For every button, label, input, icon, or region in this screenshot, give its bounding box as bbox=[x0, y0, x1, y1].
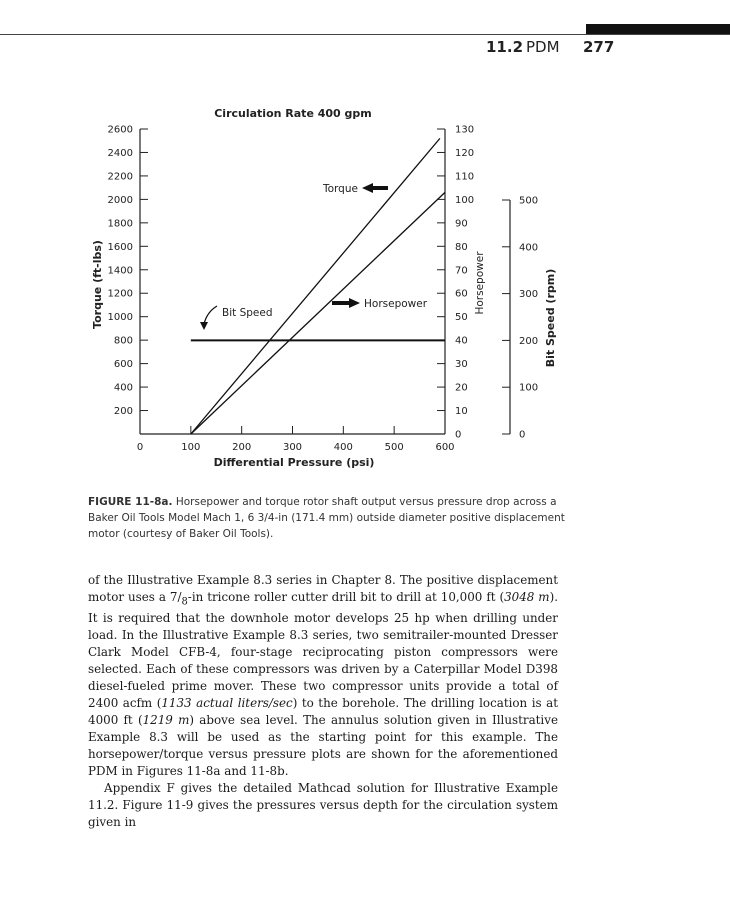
y-tick-label-torque: 2000 bbox=[107, 194, 133, 206]
y-tick-label-horsepower: 0 bbox=[455, 429, 462, 441]
page-number: 277 bbox=[583, 38, 615, 56]
arrow-horsepower bbox=[332, 298, 360, 308]
y-tick-label-horsepower: 50 bbox=[455, 312, 468, 324]
annotation-horsepower: Horsepower bbox=[364, 298, 428, 310]
y-tick-label-torque: 1400 bbox=[107, 265, 133, 277]
y-tick-label-bit-speed: 100 bbox=[519, 382, 539, 394]
y-tick-label-horsepower: 130 bbox=[455, 124, 475, 136]
p1-text-d: ) to the borehole. The drilling location is at 4000 ft ( bbox=[88, 696, 558, 728]
x-tick-label: 200 bbox=[232, 442, 252, 453]
y-axis-label-horsepower: Horsepower bbox=[474, 251, 486, 315]
y-tick-label-horsepower: 20 bbox=[455, 382, 468, 394]
header-rule bbox=[0, 34, 730, 35]
annotation-bit-speed: Bit Speed bbox=[222, 307, 273, 319]
x-tick-label: 0 bbox=[136, 442, 144, 453]
x-tick-label: 500 bbox=[384, 442, 404, 453]
p1-text-b: -in tricone roller cutter drill bit to drill at 10,000 ft ( bbox=[187, 590, 505, 604]
y-tick-label-horsepower: 40 bbox=[455, 335, 468, 347]
y-tick-label-torque: 2600 bbox=[107, 124, 133, 136]
p1-metric-1: 3048 m bbox=[504, 590, 550, 604]
series-line-torque bbox=[191, 138, 440, 434]
p1-metric-2: 1133 actual liters/sec bbox=[161, 696, 293, 711]
y-tick-label-torque: 600 bbox=[113, 359, 133, 371]
y-tick-label-torque: 1200 bbox=[107, 288, 133, 300]
chart-title: Circulation Rate 400 gpm bbox=[214, 107, 372, 120]
caption-label: FIGURE 11-8a. bbox=[88, 496, 173, 508]
y-tick-label-horsepower: 80 bbox=[455, 241, 468, 253]
y-tick-label-torque: 1800 bbox=[107, 218, 133, 230]
paragraph-2: Appendix F gives the detailed Mathcad solution for Illustrative Example 11.2. Figure 11-9 gives the pressures versus depth for the circulation system given in bbox=[88, 781, 558, 830]
caption-text: Horsepower and torque rotor shaft output versus pressure drop across a Baker Oil Tools Model Mach 1, 6 3/4-in (171.4 mm) outside diameter positive displacement motor (courtesy of Baker Oil Tools). bbox=[88, 496, 565, 540]
y-tick-label-torque: 2200 bbox=[107, 171, 133, 183]
x-axis-label: Differential Pressure (psi) bbox=[213, 456, 375, 469]
y-tick-label-bit-speed: 500 bbox=[519, 195, 539, 207]
chart bbox=[70, 100, 590, 480]
y-tick-label-bit-speed: 300 bbox=[519, 289, 539, 301]
figure-caption bbox=[88, 494, 568, 542]
arrow-torque bbox=[362, 183, 388, 193]
section-number: 11.2 bbox=[486, 38, 524, 56]
p1-metric-3: 1219 m bbox=[142, 713, 190, 728]
x-tick-label: 600 bbox=[435, 442, 455, 453]
arrow-bit-speed-shaft bbox=[204, 306, 217, 324]
p1-text-e: ) above sea level. The annulus solution given in Illustrative Example 8.3 will be used as the starting point for this example. The horsepower/torque versus pressure plots are shown for the aforementioned PDM in Figures 11-8a and 11-8b. bbox=[88, 713, 558, 779]
y-tick-label-torque: 1000 bbox=[107, 312, 133, 324]
y-tick-label-bit-speed: 0 bbox=[519, 429, 526, 441]
y-axis-label-bit-speed: Bit Speed (rpm) bbox=[544, 268, 557, 368]
x-tick-label: 400 bbox=[333, 442, 353, 453]
y-tick-label-torque: 200 bbox=[113, 406, 133, 418]
x-tick-label: 300 bbox=[282, 442, 303, 453]
paragraph-1: of the Illustrative Example 8.3 series in Chapter 8. The positive displacement motor uses a $7/_8-in$ tricone roller cutter drill bit to drill at 10,000 ft (3048 m). It is required that the downhole motor develops 25 hp when drilling under load. In the Illustrative Example 8.3 series, two semitrailer-mounted Dresser Clark Model CFB-4, four-stage reciprocating piston compressors were selected. Each of these compressors was driven by a Caterpillar Model D398 diesel-fueled prime mover. These two compressor units provide a total of 2400 acfm (1133 actual liters/sec) to the borehole. The drilling location is at 4000 ft (1219 m) above sea level. The annulus solution given in Illustrative Example 8.3 will be used as the starting point for this example. The horsepower/torque versus pressure plots are shown for the aforementioned PDM in Figures 11-8a and 11-8b. bbox=[88, 573, 559, 779]
y-tick-label-horsepower: 10 bbox=[455, 406, 468, 418]
y-tick-label-horsepower: 30 bbox=[455, 359, 468, 371]
y-tick-label-torque: 1600 bbox=[107, 241, 133, 253]
y-tick-label-horsepower: 90 bbox=[455, 218, 468, 230]
p1-text-c: ). It is required that the downhole motor develops 25 hp when drilling under load. In the Illustrative Example 8.3 series, two semitrailer-mounted Dresser Clark Model CFB-4, four-stage reciprocating piston compressors were selected. Each of these compressors was driven by a Caterpillar Model D398 diesel-fueled prime mover. These two compressor units provide a total of 2400 acfm ( bbox=[88, 590, 559, 711]
y-tick-label-horsepower: 120 bbox=[455, 147, 475, 159]
y-tick-label-bit-speed: 200 bbox=[519, 335, 539, 347]
arrow-bit-speed-head bbox=[200, 322, 208, 330]
section-title: PDM bbox=[526, 38, 560, 56]
y-axis-label-torque: Torque (ft-lbs) bbox=[91, 240, 104, 329]
y-tick-label-horsepower: 70 bbox=[455, 265, 468, 277]
y-tick-label-bit-speed: 400 bbox=[519, 242, 539, 254]
y-tick-label-torque: 2400 bbox=[107, 147, 133, 159]
y-tick-label-torque: 400 bbox=[113, 382, 133, 394]
y-tick-label-horsepower: 110 bbox=[455, 171, 475, 183]
x-tick-label: 100 bbox=[181, 442, 201, 453]
p1-text-a: of the Illustrative Example 8.3 series in Chapter 8. The positive displacement motor uses a 7 bbox=[88, 573, 558, 604]
annotation-torque: Torque bbox=[323, 183, 358, 195]
y-tick-label-horsepower: 100 bbox=[455, 194, 475, 206]
y-tick-label-horsepower: 60 bbox=[455, 288, 468, 300]
body-text bbox=[88, 572, 558, 831]
frac-den: 8 bbox=[181, 596, 188, 608]
y-tick-label-torque: 800 bbox=[113, 335, 133, 347]
figure-11-8a bbox=[70, 100, 590, 480]
